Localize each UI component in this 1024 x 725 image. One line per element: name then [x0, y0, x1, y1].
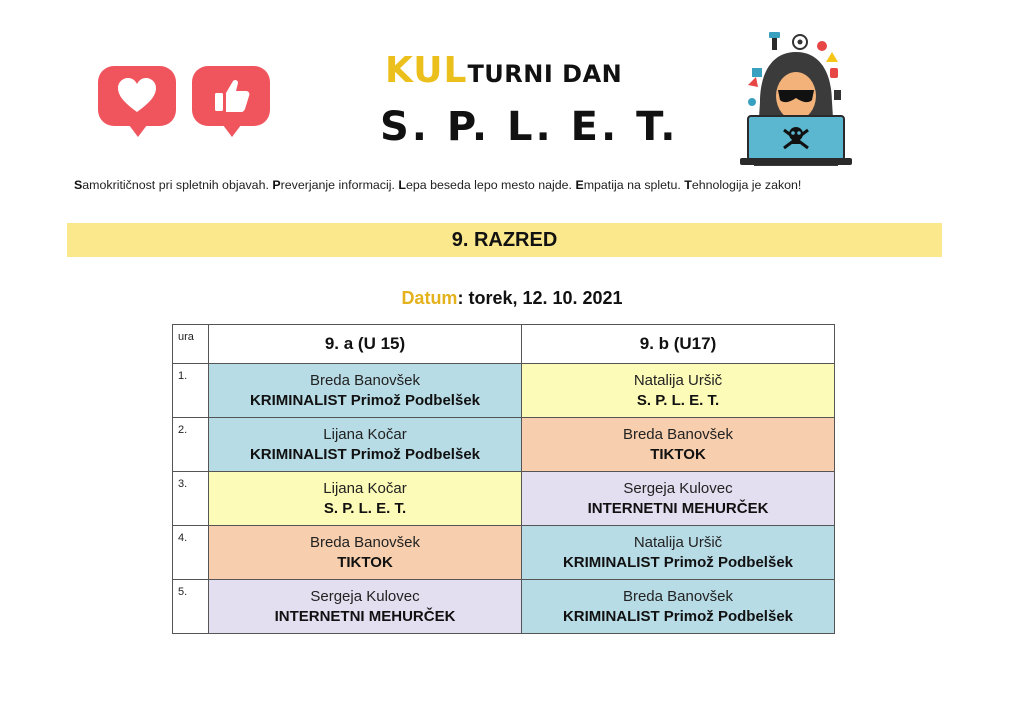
hour-cell: 2. [173, 418, 209, 472]
topic-name: INTERNETNI MEHURČEK [274, 607, 456, 625]
topic-name: KRIMINALIST Primož Podbelšek [249, 445, 481, 463]
table-row [173, 364, 835, 418]
topic-name: S. P. L. E. T. [636, 391, 720, 409]
class-a-header: 9. a (U 15) [209, 325, 522, 364]
teacher-name: Breda Banovšek [622, 425, 734, 443]
class-b-cell [522, 472, 835, 526]
motto-text: ehnologija je zakon! [691, 178, 802, 192]
date-label: Datum [401, 288, 458, 308]
date-value: : torek, 12. 10. 2021 [457, 288, 623, 308]
teacher-name: Natalija Uršič [633, 533, 723, 551]
event-title [385, 50, 675, 91]
topic-name: KRIMINALIST Primož Podbelšek [562, 553, 794, 571]
table-row [173, 526, 835, 580]
class-a-cell [209, 526, 522, 580]
teacher-name: Breda Banovšek [622, 587, 734, 605]
hour-cell: 3. [173, 472, 209, 526]
event-subtitle: S. P. L. E. T. [380, 104, 679, 150]
grade-banner: 9. RAZRED [67, 223, 942, 257]
motto-text: reverjanje informacij. [280, 178, 399, 192]
event-title-highlight: KUL [385, 50, 468, 91]
class-b-cell [522, 580, 835, 634]
motto-text: epa beseda lepo mesto najde. [405, 178, 576, 192]
teacher-name: Sergeja Kulovec [310, 587, 420, 605]
class-b-cell [522, 418, 835, 472]
topic-name: KRIMINALIST Primož Podbelšek [562, 607, 794, 625]
teacher-name: Breda Banovšek [309, 533, 421, 551]
table-row [173, 418, 835, 472]
motto-initial: P [272, 178, 281, 192]
class-b-header: 9. b (U17) [522, 325, 835, 364]
class-a-cell [209, 472, 522, 526]
event-title-rest: TURNI DAN [467, 60, 623, 88]
class-b-cell [522, 364, 835, 418]
topic-name: KRIMINALIST Primož Podbelšek [249, 391, 481, 409]
table-header-row [173, 325, 835, 364]
schedule-table [172, 324, 835, 634]
motto-initial: E [575, 178, 584, 192]
topic-name: S. P. L. E. T. [323, 499, 407, 517]
table-row [173, 580, 835, 634]
motto-text: amokritičnost pri spletnih objavah. [82, 178, 273, 192]
teacher-name: Breda Banovšek [309, 371, 421, 389]
motto-initial: T [684, 178, 692, 192]
motto-initial: S [74, 178, 83, 192]
teacher-name: Sergeja Kulovec [623, 479, 733, 497]
teacher-name: Natalija Uršič [633, 371, 723, 389]
class-a-cell [209, 418, 522, 472]
thumbs-up-reaction-badge [192, 66, 270, 126]
motto-initial: L [398, 178, 406, 192]
motto-line [74, 178, 954, 192]
topic-name: TIKTOK [650, 445, 706, 463]
hour-cell: 5. [173, 580, 209, 634]
teacher-name: Lijana Kočar [323, 479, 407, 497]
topic-name: TIKTOK [337, 553, 393, 571]
motto-text: mpatija na spletu. [583, 178, 685, 192]
date-line [0, 288, 1024, 309]
class-b-cell [522, 526, 835, 580]
class-a-cell [209, 580, 522, 634]
hour-cell: 4. [173, 526, 209, 580]
hour-column-header: ura [173, 325, 209, 364]
teacher-name: Lijana Kočar [323, 425, 407, 443]
heart-icon [117, 77, 157, 115]
topic-name: INTERNETNI MEHURČEK [587, 499, 769, 517]
hacker-icon [734, 30, 858, 168]
class-a-cell [209, 364, 522, 418]
thumbs-up-icon [211, 77, 251, 115]
table-row [173, 472, 835, 526]
hour-cell: 1. [173, 364, 209, 418]
heart-reaction-badge [98, 66, 176, 126]
